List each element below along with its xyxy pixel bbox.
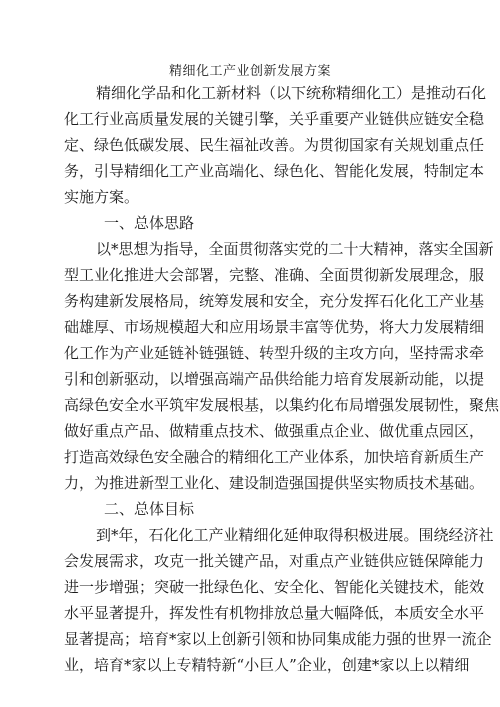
section1-line-10: 力，为推进新型工业化、建设制造强国提供坚实物质技术基础。 [64, 474, 485, 492]
intro-line-5: 实施方案。 [64, 188, 140, 206]
section-heading-overall-goals: 二、总体目标 [104, 500, 195, 518]
section-heading-overall-approach: 一、总体思路 [104, 214, 195, 232]
section1-line-7: 高绿色安全水平筑牢发展根基，以集约化布局增强发展韧性，聚焦 [64, 396, 500, 414]
section2-line-2: 会发展需求，攻克一批关键产品，对重点产业链供应链保障能力 [64, 552, 485, 570]
intro-line-2: 化工行业高质量发展的关键引擎，关乎重要产业链供应链安全稳 [64, 110, 485, 128]
section1-line-5: 化工作为产业延链补链强链、转型升级的主攻方向，坚持需求牵 [64, 344, 485, 362]
section1-line-1: 以*思想为指导，全面贯彻落实党的二十大精神，落实全国新 [96, 240, 494, 258]
section2-line-6: 业，培育*家以上专精特新“小巨人”企业，创建*家以上以精细 [64, 656, 470, 674]
document-title: 精细化工产业创新发展方案 [168, 64, 331, 79]
section1-line-6: 引和创新驱动，以增强高端产品供给能力培育发展新动能，以提 [64, 370, 485, 388]
section1-line-9: 打造高效绿色安全融合的精细化工产业体系，加快培育新质生产 [64, 448, 485, 466]
section1-line-8: 做好重点产品、做精重点技术、做强重点企业、做优重点园区， [64, 422, 485, 440]
section2-line-4: 水平显著提升，挥发性有机物排放总量大幅降低，本质安全水平 [64, 604, 485, 622]
section2-line-3: 进一步增强；突破一批绿色化、安全化、智能化关键技术，能效 [64, 578, 485, 596]
intro-line-3: 定、绿色低碳发展、民生福祉改善。为贯彻国家有关规划重点任 [64, 136, 485, 154]
intro-line-4: 务，引导精细化工产业高端化、绿色化、智能化发展，特制定本 [64, 162, 485, 180]
section2-line-1: 到*年，石化化工产业精细化延伸取得积极进展。围绕经济社 [96, 526, 494, 544]
section1-line-3: 务构建新发展格局，统筹发展和安全，充分发挥石化化工产业基 [64, 292, 485, 310]
section1-line-4: 础雄厚、市场规模超大和应用场景丰富等优势，将大力发展精细 [64, 318, 485, 336]
section2-line-5: 显著提高；培育*家以上创新引领和协同集成能力强的世界一流企 [64, 630, 492, 648]
intro-line-1: 精细化学品和化工新材料（以下统称精细化工）是推动石化 [96, 84, 487, 102]
section1-line-2: 型工业化推进大会部署，完整、准确、全面贯彻新发展理念，服 [64, 266, 485, 284]
